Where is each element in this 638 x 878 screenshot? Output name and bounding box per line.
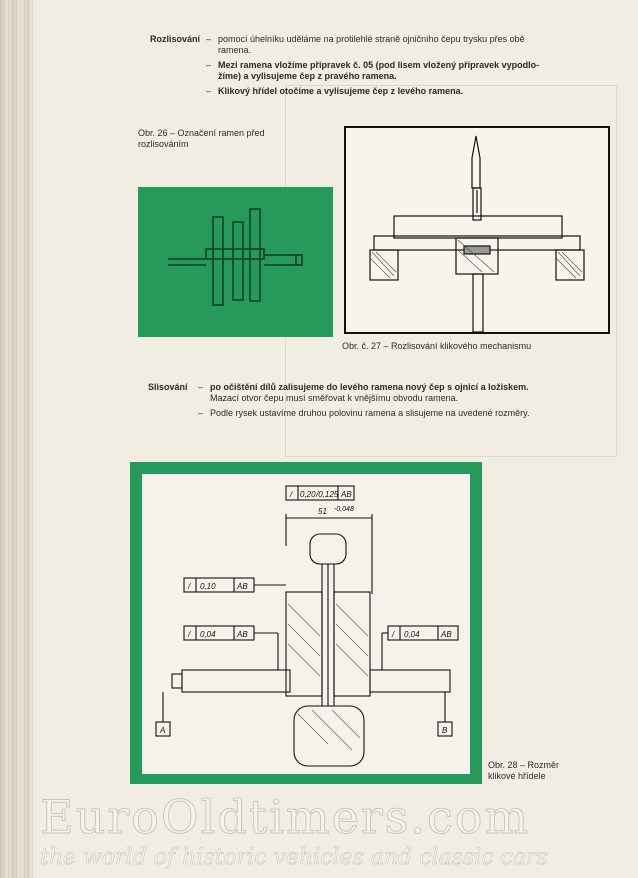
watermark-subtitle: the world of historic vehicles and classic cars [40, 845, 548, 870]
tol-mid-value: 0,10 [200, 582, 216, 591]
tol-mid-ref: AB [237, 582, 248, 591]
section-rozlisovani: Rozlisování – pomocí úhelníku uděláme na protilehlé straně ojničního čepu trysku přes obě ramena. – Mezi ramena vložíme přípravek č. 05 (pod lisem vložený přípravek vypodlo- žíme) a vylisujeme čep z pravého ramena. – Klikový hřídel otočíme a vylisujeme čep z levého ramena. [150, 34, 540, 96]
slisovani-item2: Podle rysek ustavíme druhou polovinu ramena a slisujeme na uvedené rozměry. [210, 408, 530, 418]
fig26-caption-line1: Obr. 26 – Označení ramen před [138, 128, 265, 138]
fig26-caption-line2: rozlisováním [138, 139, 189, 149]
fig28-drawing-area [142, 474, 470, 774]
fig26-image [138, 187, 333, 337]
fig28-caption [488, 760, 608, 782]
fig28-frame [130, 462, 482, 784]
dim-tolerance: -0,048 [334, 506, 354, 513]
datum-a: A [160, 726, 166, 735]
tol-top-value: 0,20 [300, 490, 316, 499]
rozlisovani-line1: pomocí úhelníku uděláme na protilehlé straně ojničního čepu trysku přes obě [218, 34, 525, 44]
crankshaft-dimension-drawing [142, 474, 470, 774]
datum-b: B [442, 726, 448, 735]
tol-top-symbol: / [290, 490, 293, 499]
rozlisovani-item2b: žíme) a vylisujeme čep z pravého ramena. [218, 71, 397, 81]
tol-right-value: 0,04 [404, 630, 420, 639]
fig28-caption-line1: Obr. 28 – Rozměr [488, 760, 560, 770]
tol-top-sub: /0,125 [316, 490, 339, 499]
fig26-caption [138, 128, 338, 150]
tol-mid-symbol: / [188, 582, 191, 591]
fig28-caption-line2: klikové hřídele [488, 771, 546, 781]
tol-right-symbol: / [392, 630, 395, 639]
section-slisovani: Slisování – po očištění dílů zalisujeme do levého ramena nový čep s ojnicí a ložiskem. Mazací otvor čepu musí směřovat k vnějšímu obvodu ramena. – Podle rysek ustavíme druhou polovinu ramena a slisujeme na uvedené rozměry. [148, 382, 530, 418]
fig27-caption: Obr. č. 27 – Rozlisování klikového mechanismu [342, 341, 532, 351]
rozlisovani-item2a: Mezi ramena vložíme přípravek č. 05 (pod lisem vložený přípravek vypodlo- [218, 60, 540, 70]
fig27-drawing [344, 126, 610, 334]
tol-left-value: 0,04 [200, 630, 216, 639]
slisovani-line1b: Mazací otvor čepu musí směřovat k vnějšímu obvodu ramena. [210, 393, 459, 403]
slisovani-line1: po očištění dílů zalisujeme do levého ramena nový čep s ojnicí a ložiskem. [210, 382, 529, 392]
dim-value: 51 [318, 507, 327, 516]
tol-left-symbol: / [188, 630, 191, 639]
term-slisovani: Slisování [148, 382, 188, 392]
crankshaft-sketch [138, 187, 333, 337]
tol-top-ref: AB [341, 490, 352, 499]
tol-left-ref: AB [237, 630, 248, 639]
watermark-title: EuroOldtimers.com [40, 790, 531, 844]
term-rozlisovani: Rozlisování [150, 34, 201, 44]
tol-right-ref: AB [441, 630, 452, 639]
page-stack-lines [0, 0, 34, 878]
rozlisovani-item3: Klikový hřídel otočíme a vylisujeme čep z levého ramena. [218, 86, 464, 96]
rozlisovani-line1b: ramena. [218, 45, 252, 55]
press-diagram [346, 128, 608, 332]
